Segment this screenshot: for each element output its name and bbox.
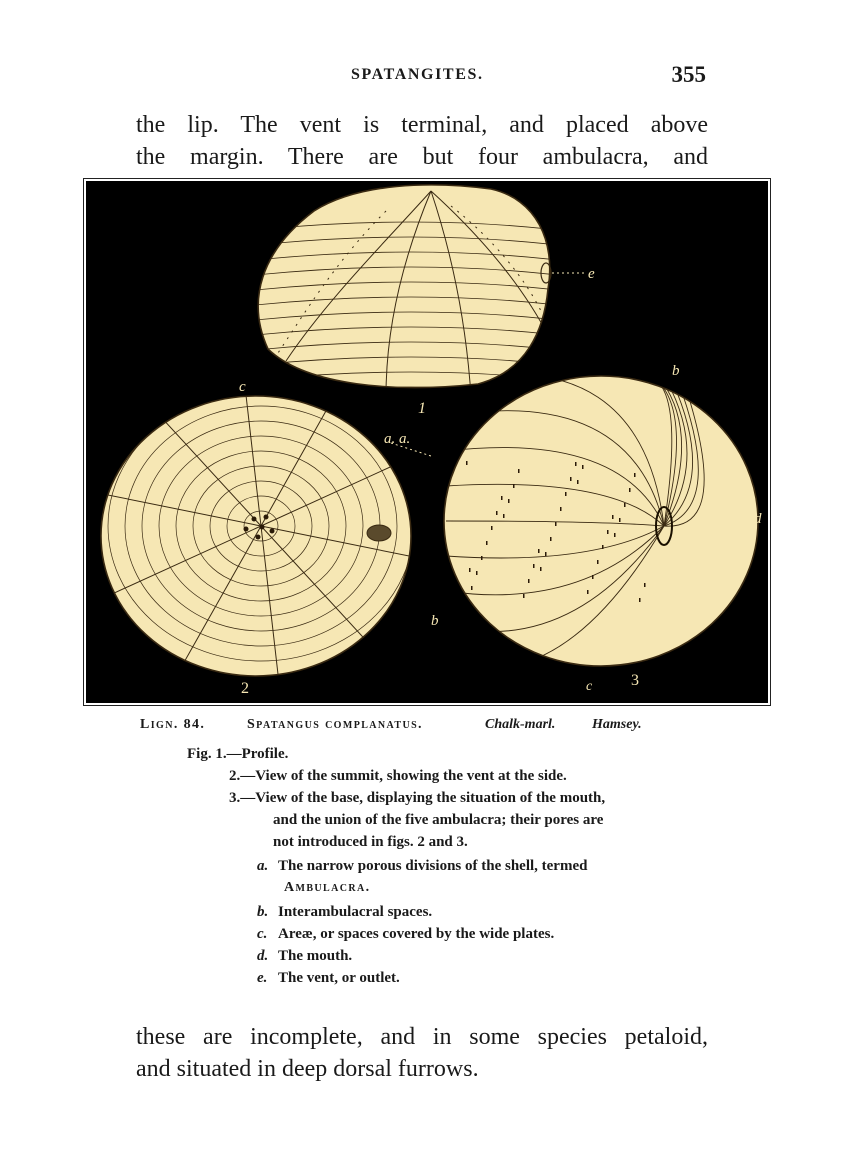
label-e: e (588, 266, 595, 282)
label-b-low: b (431, 613, 439, 629)
running-head (136, 62, 708, 92)
legend-e-text: The vent, or outlet. (278, 970, 400, 986)
fig-label-2: 2 (241, 680, 249, 697)
echinoid-illustration (86, 181, 768, 703)
fig-label-1: 1 (418, 400, 426, 417)
text-line: and situated in deep dorsal furrows. (136, 1056, 479, 1082)
bottom-paragraph (136, 1021, 708, 1085)
legend-a-text: The narrow porous divisions of the shell, termed (278, 858, 588, 874)
legend-fig2: 2.—View of the summit, showing the vent at the side. (229, 768, 567, 784)
label-aa: a. a. (384, 431, 411, 447)
figure-1-profile (246, 185, 586, 396)
figure-3-base (444, 374, 758, 669)
legend-d-text: The mouth. (278, 948, 353, 964)
caption-formation: Chalk-marl. (485, 717, 556, 732)
top-paragraph (136, 109, 708, 173)
page-number: 355 (671, 62, 706, 87)
running-title: SPATANGITES. (351, 66, 484, 83)
legend-c-text: Areæ, or spaces covered by the wide plates. (278, 926, 555, 942)
label-d: d (754, 511, 762, 527)
legend-e-letter: e. (257, 970, 268, 986)
label-c-bottom: c (586, 679, 593, 694)
caption-species: Spatangus complanatus. (247, 717, 423, 732)
legend-a-letter: a. (257, 858, 269, 874)
legend-b-text: Interambulacral spaces. (278, 904, 433, 920)
legend-a-text-2: Ambulacra. (284, 880, 371, 895)
illustration-plate (84, 179, 770, 705)
label-b-top: b (672, 363, 680, 379)
caption-locality: Hamsey. (592, 717, 642, 732)
legend-fig3-cont: and the union of the five ambulacra; their pores are (273, 812, 604, 828)
fig-label-3: 3 (631, 672, 639, 689)
legend-fig1: Fig. 1.—Profile. (187, 746, 289, 762)
legend-c-letter: c. (257, 926, 268, 942)
legend-d-letter: d. (257, 948, 269, 964)
label-c-left: c (239, 379, 246, 395)
legend-fig3-cont: not introduced in figs. 2 and 3. (273, 834, 468, 850)
legend-fig3: 3.—View of the base, displaying the situation of the mouth, (229, 790, 606, 806)
text-line: the lip. The vent is terminal, and placed above (136, 112, 708, 138)
caption-lign: Lign. 84. (140, 717, 206, 732)
text-line: these are incomplete, and in some species petaloid, (136, 1024, 708, 1050)
text-line: the margin. There are but four ambulacra, and (136, 144, 708, 170)
legend-b-letter: b. (257, 904, 269, 920)
